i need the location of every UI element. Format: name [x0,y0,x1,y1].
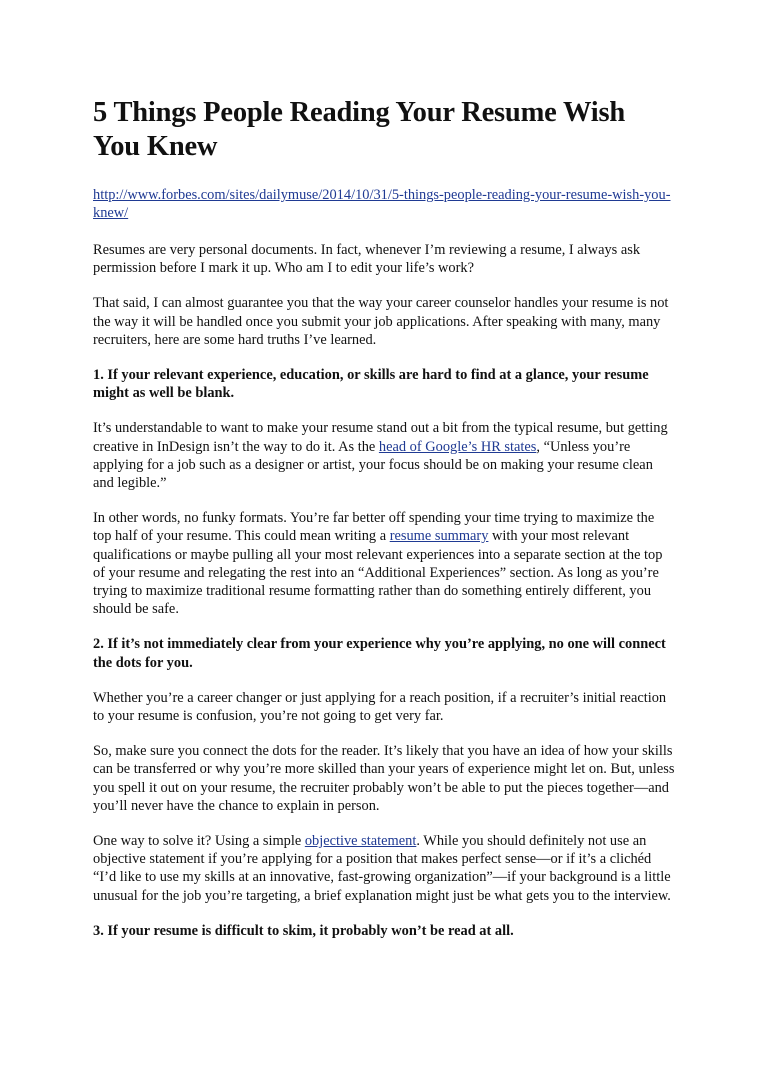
point-2-heading: 2. If it’s not immediately clear from your experience why you’re applying, no one will connect the dots for you. [93,636,666,671]
point-1-heading: 1. If your relevant experience, education, or skills are hard to find at a glance, your resume might as well be blank. [93,367,649,402]
intro-paragraph-1: Resumes are very personal documents. In fact, whenever I’m reviewing a resume, I always ask permission before I mark it up. Who am I to edit your life’s work? [93,242,641,277]
point-2-p3-text-a: One way to solve it? Using a simple [93,833,305,850]
point-1-paragraph-1 [93,419,676,492]
point-1-p2-text-b: with your most relevant qualifications or maybe pulling all your most relevant experiences into a separate section at the top of your resume and relegating the rest into an “Additional Experiences” section. As long as you’re trying to maximize traditional resume formatting rather than do something entirely different, you should be safe. [93,528,663,618]
objective-statement-link[interactable]: objective statement [304,833,417,850]
point-1-p2-text-a: In other words, no funky formats. You’re far better off spending your time trying to maximize the top half of your resume. This could mean writing a [93,510,655,545]
point-2-paragraph-2: So, make sure you connect the dots for the reader. It’s likely that you have an idea of how your skills can be transferred or why you’re more skilled than your years of experience might let on. But, unless you spell it out on your resume, the recruiter probably won’t be able to put the pieces together—and you’ll never have the chance to explain in person. [93,743,675,814]
document-page [93,96,676,957]
point-2-paragraph-1: Whether you’re a career changer or just applying for a reach position, if a recruiter’s initial reaction to your resume is confusion, you’re not going to get very far. [93,689,667,725]
point-2-paragraph-3 [93,832,676,905]
point-3-heading: 3. If your resume is difficult to skim, it probably won’t be read at all. [93,922,514,939]
resume-summary-link[interactable]: resume summary [389,528,489,545]
point-2-p3-text-b: . While you should definitely not use an objective statement if you’re applying for a position that makes perfect sense—or if it’s a clichéd “I’d like to use my skills at an innovative, fast-growing organization”—if your background is a little unusual for the job you’re targeting, a brief explanation might just be what gets you to the interview. [93,833,671,904]
google-hr-link[interactable]: head of Google’s HR states [378,438,537,455]
point-1-p1-text-b: , “Unless you’re applying for a job such as a designer or artist, your focus should be on making your resume clean and legible.” [93,438,653,492]
point-1-p1-text-a: It’s understandable to want to make your resume stand out a bit from the typical resume, but getting creative in InDesign isn’t the way to do it. As the [93,420,668,455]
point-1-paragraph-2 [93,509,676,618]
source-url-link[interactable]: http://www.forbes.com/sites/dailymuse/2014/10/31/5-things-people-reading-your-resume-wish-you-knew/ [93,187,671,221]
article-title: 5 Things People Reading Your Resume Wish You Knew [93,97,626,162]
intro-paragraph-2: That said, I can almost guarantee you that the way your career counselor handles your resume is not the way it will be handled once you submit your job applications. After speaking with many, many recruiters, here are some hard truths I’ve learned. [93,295,669,348]
